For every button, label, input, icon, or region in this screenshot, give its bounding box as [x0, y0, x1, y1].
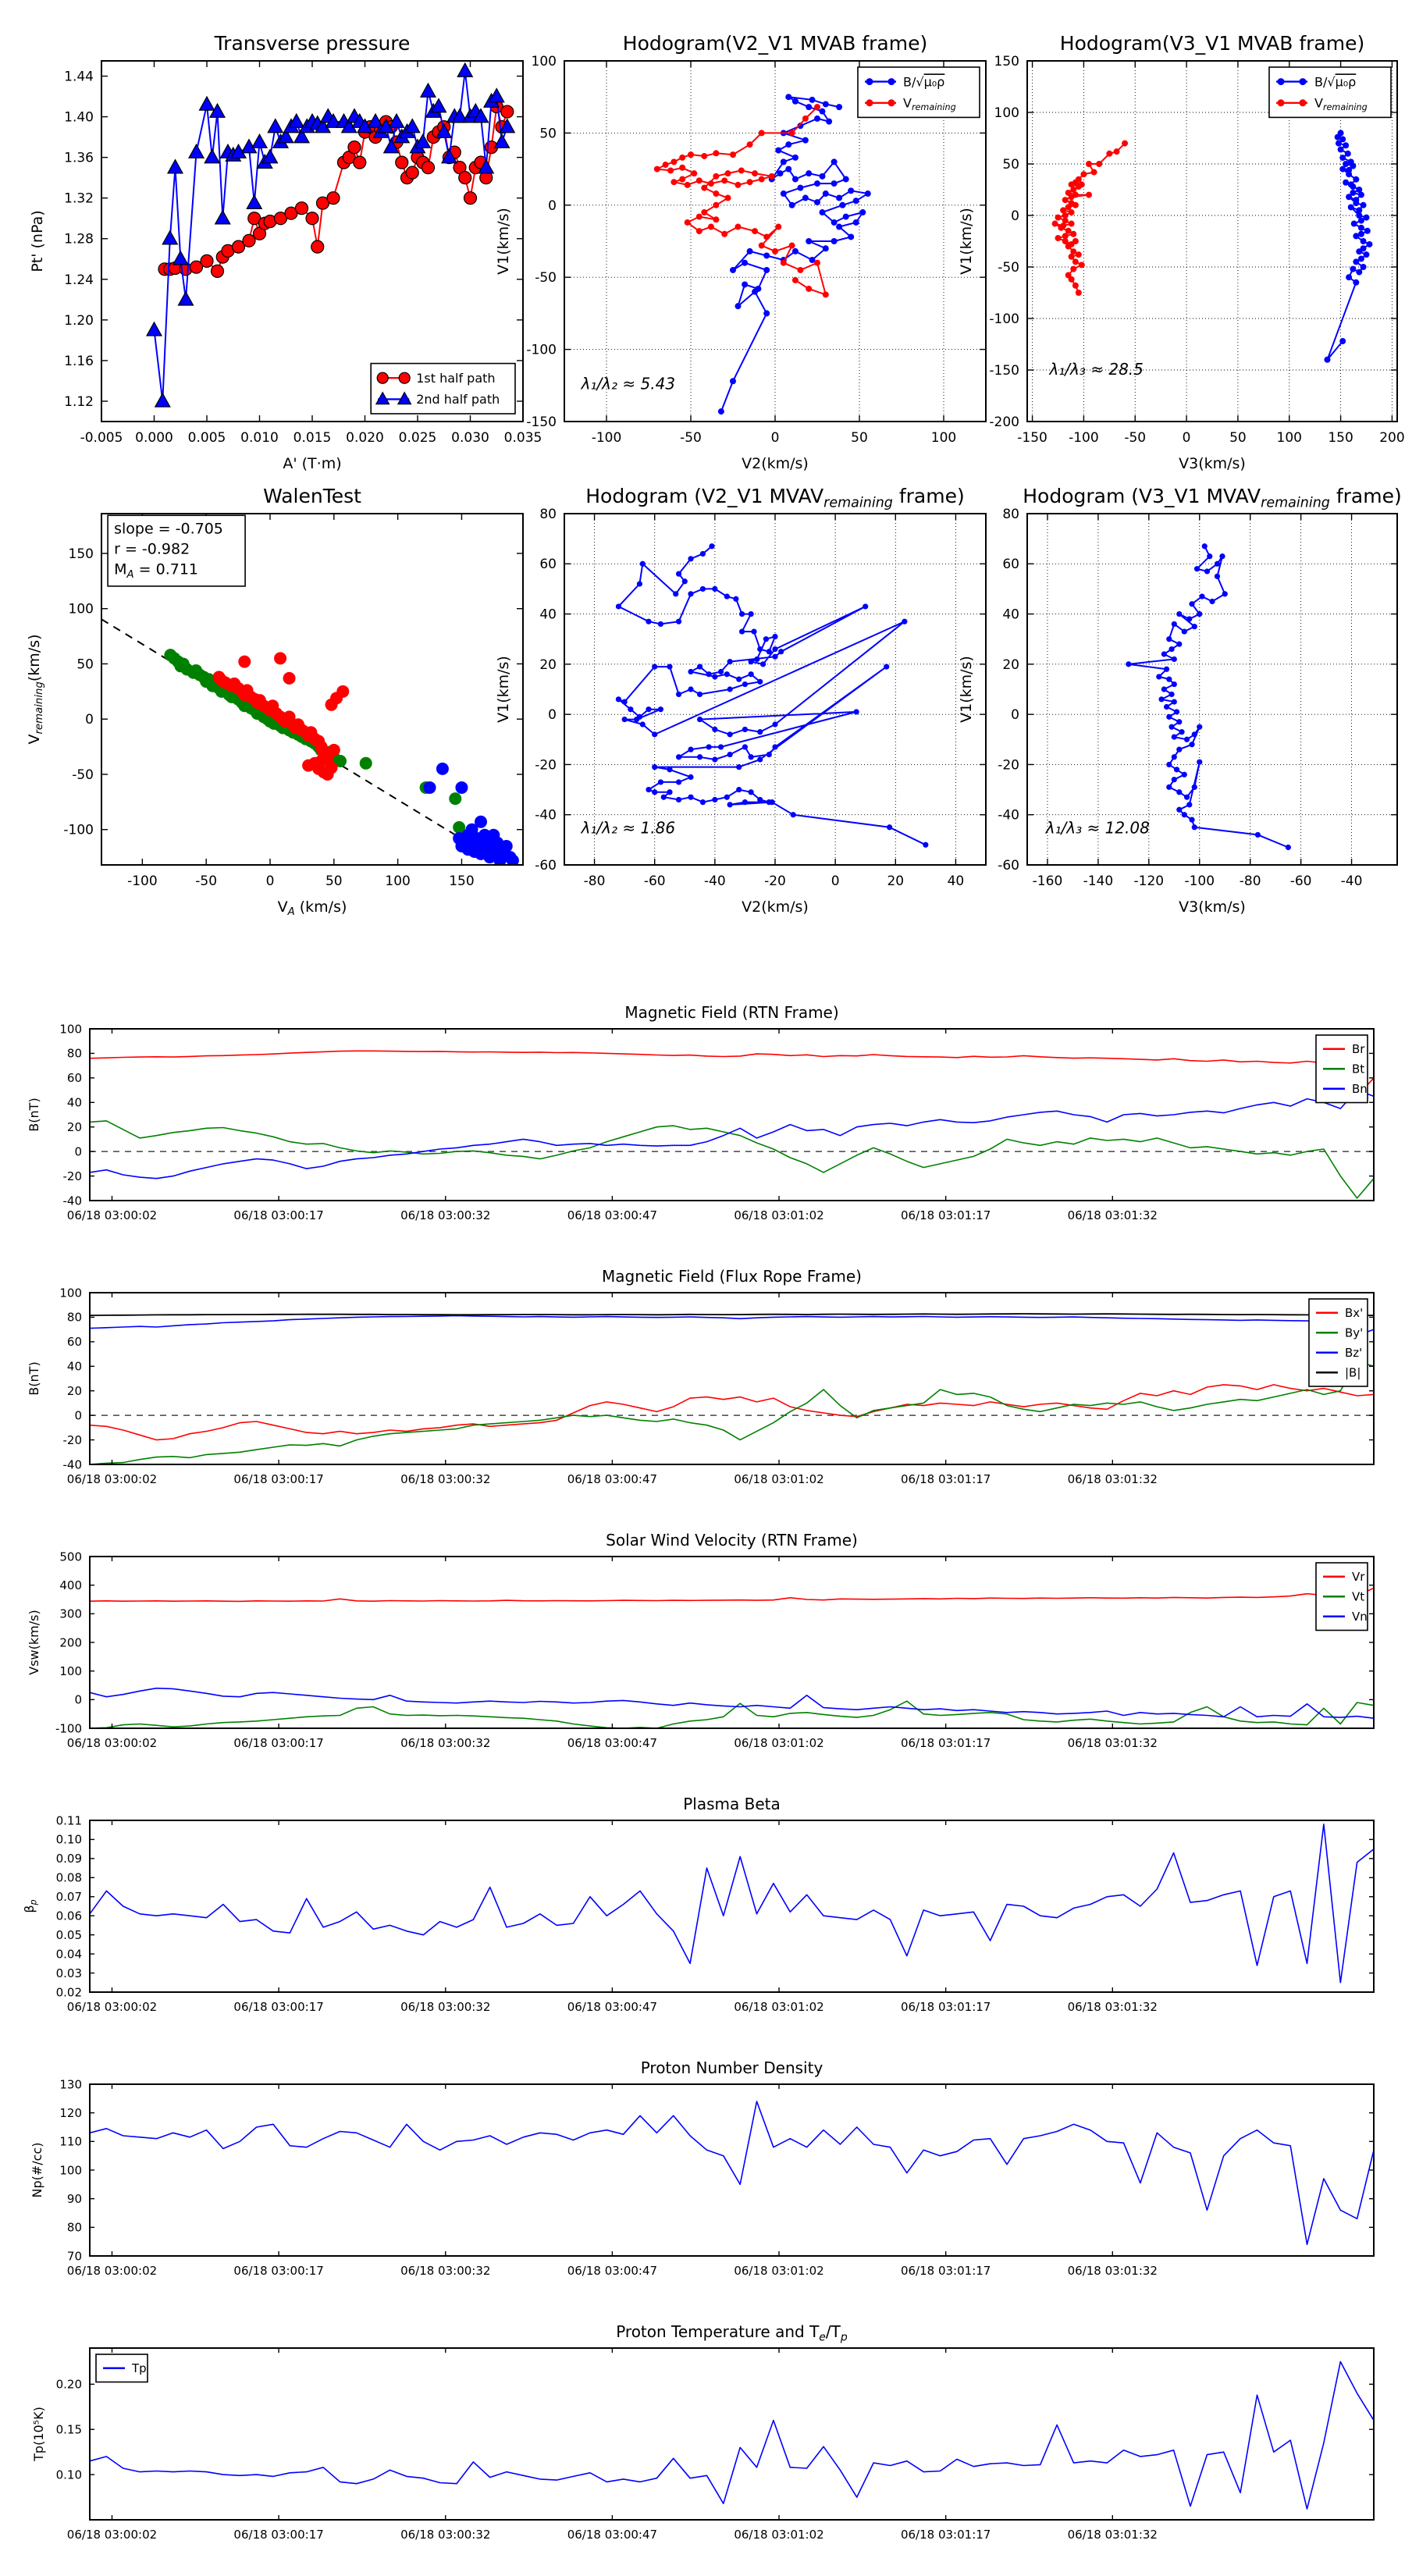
y-tick-label: 60	[66, 1335, 82, 1350]
x-tick-label: 06/18 03:00:17	[233, 2000, 324, 2014]
x-tick-label: -120	[1133, 873, 1165, 889]
legend-label: Bn	[1352, 1082, 1368, 1097]
y-tick-label: -20	[62, 1432, 82, 1447]
x-tick-label: 50	[1229, 430, 1247, 446]
legend-label: 2nd half path	[416, 392, 500, 407]
x-tick-label: -50	[1124, 430, 1147, 446]
y-tick-label: 40	[66, 1359, 82, 1374]
y-tick-label: 0.09	[55, 1852, 82, 1866]
y-tick-label: 1.16	[64, 353, 94, 369]
x-tick-label: 06/18 03:00:47	[567, 1736, 658, 1750]
x-tick-label: 0.015	[293, 430, 332, 446]
y-tick-label: 80	[66, 1046, 82, 1061]
y-tick-label: 100	[59, 1663, 82, 1678]
x-tick-label: 200	[1379, 430, 1405, 446]
x-tick-label: 06/18 03:01:32	[1067, 2528, 1158, 2542]
x-tick-label: -60	[1289, 873, 1312, 889]
x-axis-label: V2(km/s)	[742, 455, 809, 472]
y-tick-label: 80	[539, 506, 557, 522]
x-tick-label: 06/18 03:00:17	[233, 2264, 324, 2278]
x-tick-label: 06/18 03:01:32	[1067, 1472, 1158, 1486]
y-tick-label: -100	[63, 822, 94, 838]
x-tick-label: 0	[770, 430, 780, 446]
y-tick-label: 1.36	[64, 150, 94, 166]
x-tick-label: 0	[831, 873, 840, 889]
x-tick-label: 06/18 03:01:02	[734, 1736, 824, 1750]
y-tick-label: 0	[74, 1144, 82, 1159]
y-tick-label: 1.32	[64, 190, 94, 207]
x-tick-label: 06/18 03:01:17	[900, 1472, 991, 1486]
x-tick-label: 06/18 03:01:32	[1067, 1208, 1158, 1222]
y-tick-label: 50	[1002, 156, 1019, 173]
y-tick-label: 50	[539, 126, 557, 142]
x-tick-label: 06/18 03:01:32	[1067, 1736, 1158, 1750]
x-tick-label: 0	[1182, 430, 1191, 446]
legend-label: B/√μ₀ρ	[903, 74, 945, 90]
y-tick-label: 20	[1002, 656, 1019, 673]
y-tick-label: 0	[548, 707, 557, 724]
x-axis-label: V2(km/s)	[742, 898, 809, 916]
annotation-text: λ₁/λ₂ ≈ 1.86	[581, 818, 676, 838]
y-tick-label: 0	[85, 712, 94, 728]
x-axis-label: $V_A$ (km/s)	[277, 898, 347, 919]
y-tick-label: 50	[76, 656, 94, 673]
y-tick-label: 60	[66, 1071, 82, 1086]
x-axis-label: V3(km/s)	[1179, 898, 1246, 916]
x-tick-label: -80	[1239, 873, 1261, 889]
y-axis-label: B(nT)	[27, 1098, 41, 1132]
y-tick-label: 90	[66, 2191, 82, 2206]
y-tick-label: 150	[994, 53, 1019, 69]
x-tick-label: 150	[449, 873, 475, 889]
x-tick-label: 0.025	[398, 430, 437, 446]
y-tick-label: 20	[66, 1119, 82, 1134]
legend	[1269, 67, 1391, 117]
x-tick-label: 06/18 03:00:32	[400, 1208, 491, 1222]
x-tick-label: 06/18 03:01:17	[900, 1208, 991, 1222]
legend-label: B/√μ₀ρ	[1314, 74, 1357, 90]
x-tick-label: -160	[1032, 873, 1063, 889]
x-tick-label: 100	[385, 873, 411, 889]
y-tick-label: 40	[539, 607, 557, 623]
y-tick-label: 110	[59, 2134, 82, 2149]
y-tick-label: 1.12	[64, 393, 94, 410]
x-tick-label: 06/18 03:00:02	[66, 2264, 158, 2278]
panel-title: Proton Number Density	[640, 2058, 823, 2077]
y-tick-label: 40	[66, 1095, 82, 1110]
x-tick-label: 0.000	[135, 430, 173, 446]
y-tick-label: -50	[535, 270, 557, 286]
y-tick-label: 60	[539, 557, 557, 573]
y-tick-label: 80	[66, 1310, 82, 1325]
x-tick-label: 06/18 03:00:02	[66, 1208, 158, 1222]
stats-line: r = -0.982	[114, 540, 190, 558]
x-tick-label: 0.005	[187, 430, 226, 446]
y-tick-label: 0.10	[55, 1832, 82, 1847]
legend-label: Br	[1352, 1042, 1365, 1057]
x-tick-label: 06/18 03:00:02	[66, 1472, 158, 1486]
y-tick-label: 60	[1002, 557, 1019, 573]
y-tick-label: -40	[62, 1194, 82, 1208]
x-tick-label: -140	[1083, 873, 1114, 889]
x-tick-label: -20	[764, 873, 786, 889]
legend	[1309, 1299, 1368, 1386]
y-tick-label: 20	[539, 656, 557, 673]
x-tick-label: 06/18 03:00:17	[233, 1208, 324, 1222]
y-tick-label: 0.03	[55, 1966, 82, 1980]
legend-label: $V_{remaining}$	[903, 95, 956, 113]
legend-label: |B|	[1345, 1365, 1361, 1380]
y-tick-label: 0	[1011, 208, 1019, 224]
y-tick-label: -20	[998, 757, 1019, 774]
y-tick-label: -100	[55, 1721, 82, 1736]
y-tick-label: 40	[1002, 607, 1019, 623]
panel-title: Transverse pressure	[214, 32, 411, 55]
panel-title: Hodogram(V2_V1 MVAB frame)	[622, 32, 928, 55]
panel-title: Magnetic Field (RTN Frame)	[624, 1003, 839, 1022]
x-tick-label: 150	[1328, 430, 1353, 446]
y-tick-label: 200	[59, 1635, 82, 1650]
x-tick-label: 0.030	[451, 430, 489, 446]
legend-label: Vt	[1352, 1589, 1365, 1604]
y-tick-label: 0.06	[55, 1909, 82, 1923]
legend	[1316, 1563, 1368, 1631]
y-tick-label: 100	[531, 53, 557, 69]
y-tick-label: 1.44	[64, 69, 94, 85]
legend-label: Vn	[1352, 1610, 1368, 1624]
y-tick-label: 150	[68, 546, 94, 562]
y-tick-label: -40	[535, 807, 557, 824]
y-tick-label: -50	[72, 767, 94, 783]
y-tick-label: 20	[66, 1383, 82, 1398]
y-tick-label: 0.20	[55, 2377, 82, 2392]
x-tick-label: 06/18 03:00:32	[400, 2528, 491, 2542]
x-tick-label: -100	[591, 430, 622, 446]
y-axis-label: Np(#/cc)	[30, 2142, 44, 2198]
x-tick-label: 0.035	[503, 430, 542, 446]
stats-line: $M_A = 0.711$	[114, 560, 199, 581]
y-tick-label: 0	[74, 1692, 82, 1707]
y-axis-label: V1(km/s)	[958, 656, 975, 723]
x-tick-label: 06/18 03:00:02	[66, 1736, 158, 1750]
y-tick-label: 120	[59, 2105, 82, 2120]
x-tick-label: 20	[887, 873, 905, 889]
x-axis-label: A' (T·m)	[283, 455, 342, 472]
x-tick-label: 06/18 03:00:47	[567, 2000, 658, 2014]
x-tick-label: 0	[265, 873, 275, 889]
y-tick-label: 1.20	[64, 312, 94, 329]
y-tick-label: 0.11	[55, 1813, 82, 1828]
x-tick-label: 40	[947, 873, 965, 889]
x-tick-label: 06/18 03:01:02	[734, 2528, 824, 2542]
y-tick-label: 0	[74, 1408, 82, 1423]
x-tick-label: 06/18 03:00:32	[400, 1472, 491, 1486]
x-tick-label: 06/18 03:01:17	[900, 1736, 991, 1750]
stats-line: slope = -0.705	[114, 520, 223, 538]
panel-title: Proton Temperature and $T_e/T_p$	[616, 2322, 848, 2344]
legend	[858, 67, 980, 117]
x-tick-label: 50	[325, 873, 343, 889]
x-tick-label: 06/18 03:01:02	[734, 1208, 824, 1222]
y-tick-label: -50	[998, 259, 1019, 276]
y-tick-label: -100	[989, 311, 1019, 327]
x-tick-label: 06/18 03:00:47	[567, 2528, 658, 2542]
y-tick-label: 100	[59, 1022, 82, 1037]
y-axis-label: V1(km/s)	[495, 656, 512, 723]
x-tick-label: -0.005	[80, 430, 123, 446]
x-tick-label: 06/18 03:00:47	[567, 1472, 658, 1486]
y-axis-label: Tp(10⁵K)	[31, 2407, 46, 2461]
y-axis-label: $\beta_p$	[22, 1899, 39, 1913]
y-tick-label: 80	[1002, 506, 1019, 522]
x-tick-label: 06/18 03:01:02	[734, 2000, 824, 2014]
y-tick-label: -20	[535, 757, 557, 774]
panel-title: Hodogram (V2_V1 $MVAV_{remaining}$ frame)	[585, 485, 965, 511]
x-tick-label: 06/18 03:00:17	[233, 1472, 324, 1486]
y-tick-label: 0	[548, 197, 557, 214]
x-tick-label: -100	[127, 873, 158, 889]
y-tick-label: 70	[66, 2249, 82, 2264]
y-tick-label: -150	[526, 414, 557, 430]
x-tick-label: -150	[1017, 430, 1048, 446]
y-tick-label: -60	[535, 857, 557, 873]
x-tick-label: -40	[703, 873, 726, 889]
x-tick-label: 06/18 03:01:17	[900, 2000, 991, 2014]
legend-label: $V_{remaining}$	[1314, 95, 1368, 113]
x-tick-label: 06/18 03:00:17	[233, 1736, 324, 1750]
panel-title: WalenTest	[263, 485, 361, 507]
y-tick-label: 500	[59, 1550, 82, 1564]
x-tick-label: 06/18 03:00:47	[567, 2264, 658, 2278]
x-tick-label: -100	[1184, 873, 1215, 889]
legend-label: Bz'	[1345, 1346, 1363, 1361]
x-tick-label: 06/18 03:01:32	[1067, 2000, 1158, 2014]
y-axis-label: Vsw(km/s)	[27, 1610, 41, 1675]
y-tick-label: 130	[59, 2077, 82, 2092]
panel-title: Magnetic Field (Flux Rope Frame)	[602, 1267, 862, 1286]
x-tick-label: 06/18 03:01:17	[900, 2528, 991, 2542]
y-tick-label: 0.02	[55, 1985, 82, 2000]
legend-label: 1st half path	[416, 370, 496, 386]
y-tick-label: -200	[989, 414, 1019, 430]
y-tick-label: 100	[994, 105, 1019, 121]
x-tick-label: 50	[851, 430, 868, 446]
y-tick-label: 0.04	[55, 1947, 82, 1962]
y-tick-label: 0.10	[55, 2467, 82, 2482]
x-tick-label: 06/18 03:00:32	[400, 2264, 491, 2278]
y-tick-label: 0	[1011, 707, 1019, 724]
x-tick-label: -50	[195, 873, 218, 889]
y-tick-label: -60	[998, 857, 1019, 873]
panel-title: Solar Wind Velocity (RTN Frame)	[606, 1531, 858, 1550]
x-tick-label: -100	[1069, 430, 1099, 446]
y-tick-label: 0.05	[55, 1927, 82, 1942]
y-tick-label: -40	[62, 1457, 82, 1472]
x-tick-label: 06/18 03:00:02	[66, 2528, 158, 2542]
legend	[1316, 1035, 1368, 1103]
y-tick-label: -40	[998, 807, 1019, 824]
x-tick-label: 06/18 03:00:32	[400, 1736, 491, 1750]
x-tick-label: 06/18 03:01:02	[734, 1472, 824, 1486]
panel-title: Hodogram(V3_V1 MVAB frame)	[1059, 32, 1365, 55]
x-tick-label: 06/18 03:01:32	[1067, 2264, 1158, 2278]
y-axis-label: V1(km/s)	[958, 208, 975, 275]
legend-label: By'	[1345, 1325, 1364, 1340]
y-tick-label: 0.07	[55, 1890, 82, 1905]
annotation-text: λ₁/λ₃ ≈ 28.5	[1049, 359, 1144, 379]
legend-label: Vr	[1352, 1570, 1365, 1585]
x-tick-label: -60	[643, 873, 666, 889]
x-tick-label: 06/18 03:00:32	[400, 2000, 491, 2014]
y-tick-label: -150	[989, 362, 1019, 379]
y-tick-label: 80	[66, 2220, 82, 2235]
legend	[371, 364, 515, 414]
annotation-text: λ₁/λ₂ ≈ 5.43	[581, 374, 676, 393]
y-axis-label: V1(km/s)	[495, 208, 512, 275]
y-axis-label: B(nT)	[27, 1361, 41, 1396]
y-axis-label: $V_{remaining}(km/s)$	[26, 634, 46, 745]
y-tick-label: 400	[59, 1578, 82, 1592]
y-axis-label: Pt' (nPa)	[29, 210, 46, 272]
x-tick-label: 06/18 03:01:02	[734, 2264, 824, 2278]
legend-label: Bt	[1352, 1062, 1365, 1076]
x-axis-label: V3(km/s)	[1179, 455, 1246, 472]
x-tick-label: -50	[680, 430, 702, 446]
y-tick-label: 1.28	[64, 231, 94, 247]
x-tick-label: 100	[1276, 430, 1302, 446]
x-tick-label: 06/18 03:00:02	[66, 2000, 158, 2014]
x-tick-label: -40	[1340, 873, 1363, 889]
y-tick-label: 1.24	[64, 272, 94, 288]
y-tick-label: 100	[59, 2163, 82, 2178]
panel-title: Hodogram (V3_V1 $MVAV_{remaining}$ frame)	[1023, 485, 1402, 511]
y-tick-label: -100	[526, 342, 557, 358]
x-tick-label: 0.010	[240, 430, 279, 446]
legend	[96, 2354, 148, 2382]
x-tick-label: 0.020	[346, 430, 384, 446]
y-tick-label: 300	[59, 1606, 82, 1621]
panel-title: Plasma Beta	[683, 1795, 781, 1813]
y-tick-label: 0.08	[55, 1870, 82, 1885]
x-tick-label: 06/18 03:01:17	[900, 2264, 991, 2278]
annotation-text: λ₁/λ₃ ≈ 12.08	[1045, 818, 1150, 838]
legend-label: Tp	[132, 2361, 147, 2376]
y-tick-label: -20	[62, 1169, 82, 1183]
legend-label: Bx'	[1345, 1306, 1364, 1321]
x-tick-label: 100	[930, 430, 957, 446]
x-tick-label: -80	[583, 873, 606, 889]
y-tick-label: 0.15	[55, 2422, 82, 2437]
y-tick-label: 100	[59, 1286, 82, 1300]
x-tick-label: 06/18 03:00:17	[233, 2528, 324, 2542]
x-tick-label: 06/18 03:00:47	[567, 1208, 658, 1222]
y-tick-label: 100	[68, 601, 94, 617]
y-tick-label: 1.40	[64, 109, 94, 126]
